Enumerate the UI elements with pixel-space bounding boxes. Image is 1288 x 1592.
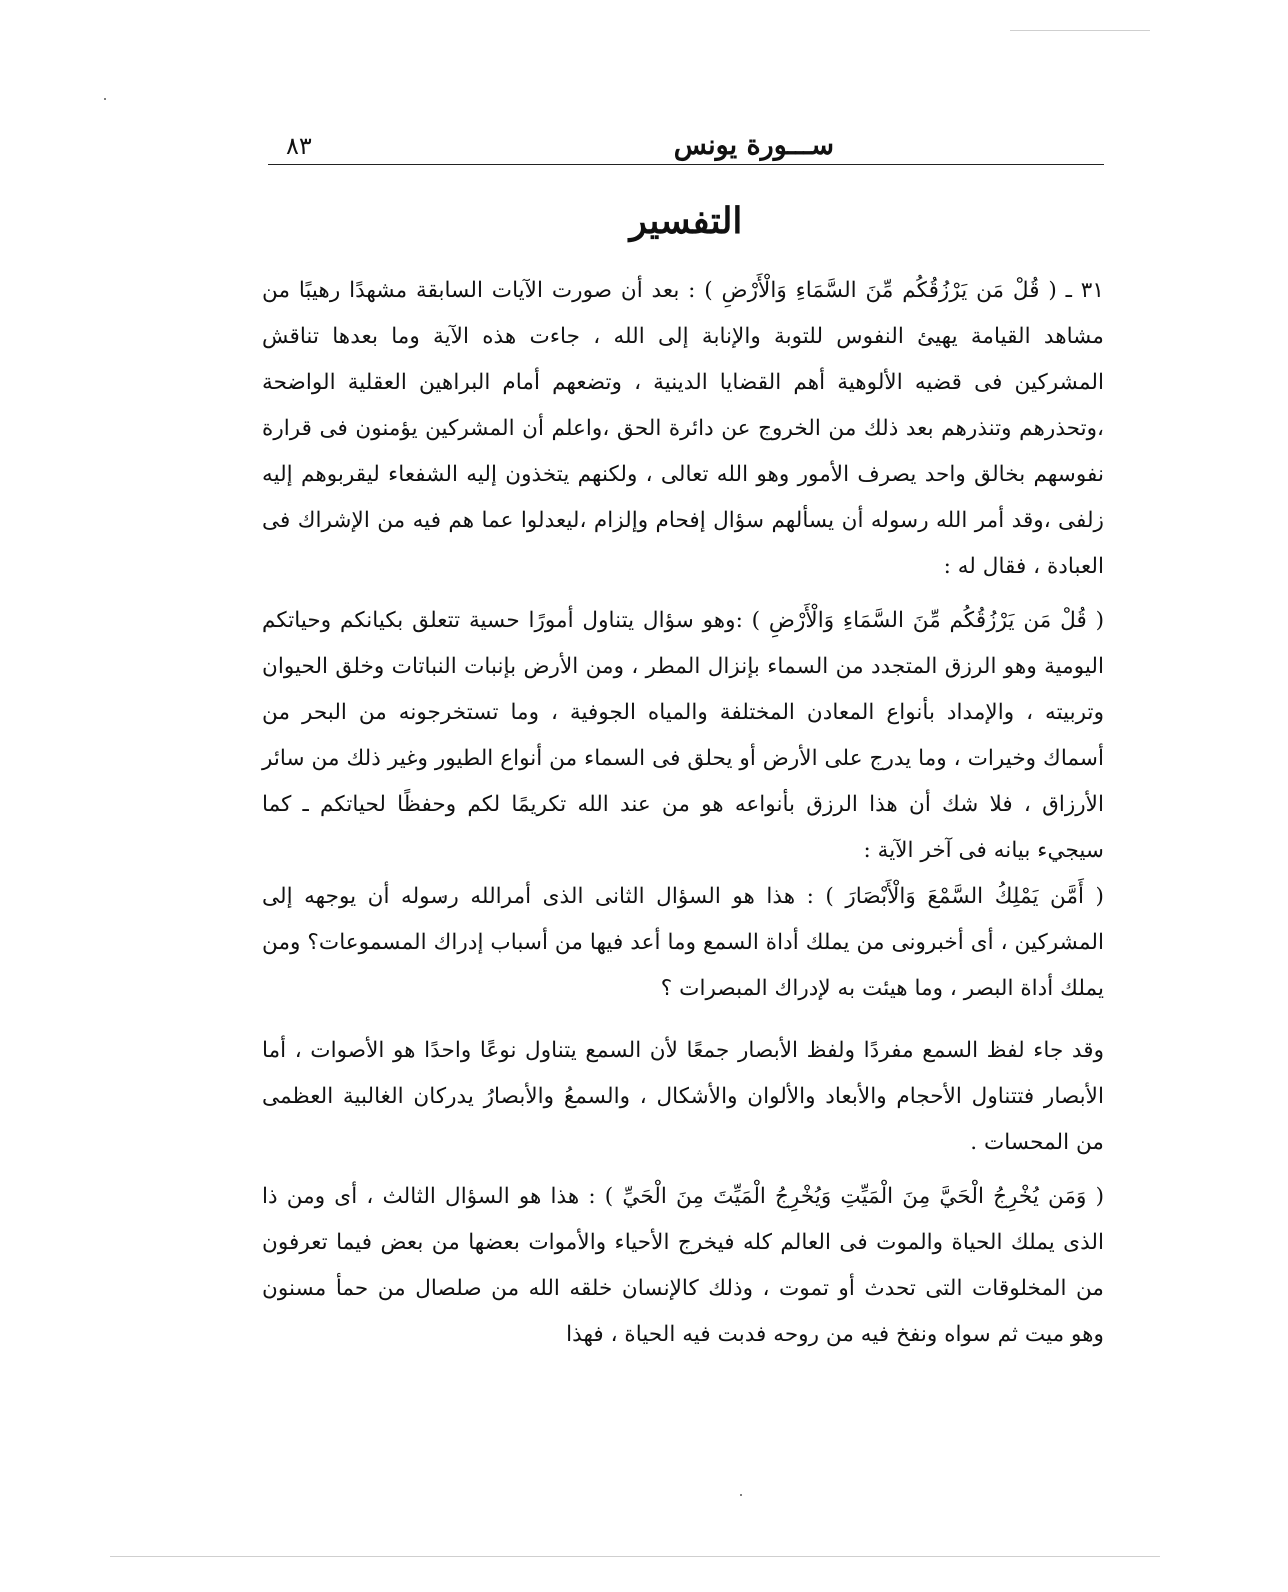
paragraph-question-provision: ( قُلْ مَن يَرْزُقُكُم مِّنَ السَّمَاءِ وَالْأَرْضِ ) :وهو سؤال يتناول أمورًا حسية تتعلق بكيانكم وحياتكم اليومية وهو الرزق المتجدد من السماء بإنزال المطر ، ومن الأرض بإنبات النباتات وخلق الحيوان وتربيته ، والإمداد بأنواع المعادن المختلفة والمياه الجوفية ، وما تستخرجونه من البحر من أسماك وخيرات ، وما يدرج على الأرض أو يحلق فى السماء من أنواع الطيور وغير ذلك من سائر الأرزاق ، فلا شك أن هذا الرزق بأنواعه هو من عند الله تكريمًا لكم وحفظًا لحياتكم ـ كما سيجيء بيانه فى آخر الآية : — [262, 608, 1104, 863]
scan-speck — [740, 1494, 742, 1496]
paragraph-question-hearing-sight: ( أَمَّن يَمْلِكُ السَّمْعَ وَالْأَبْصَارَ ) : هذا هو السؤال الثانى الذى أمرالله رسوله أن يوجهه إلى المشركين ، أى أخبرونى من يملك أداة السمع وما أعد فيها من أسباب إدراك المسموعات؟ ومن يملك أداة البصر ، وما هيئت به لإدراك المبصرات ؟ — [262, 884, 1104, 1001]
scan-artifact-bottom — [110, 1556, 1160, 1557]
header-divider — [268, 164, 1104, 165]
commentary-body — [262, 268, 1104, 1358]
surah-title: ســـورة يونس — [673, 130, 834, 161]
scan-artifact-top — [1010, 30, 1150, 31]
scan-speck — [104, 98, 106, 100]
paragraph-verse-31: ٣١ ـ ( قُلْ مَن يَرْزُقُكُم مِّنَ السَّمَاءِ وَالْأَرْضِ ) : بعد أن صورت الآيات السابقة مشهدًا رهيبًا من مشاهد القيامة يهيئ النفوس للتوبة والإنابة إلى الله ، جاءت هذه الآية وما بعدها تناقش المشركين فى قضيه الألوهية أهم القضايا الدينية ، وتضعهم أمام البراهين العقلية الواضحة ،وتحذرهم وتنذرهم بعد ذلك من الخروج عن دائرة الحق ،واعلم أن المشركين يؤمنون فى قرارة نفوسهم بخالق واحد يصرف الأمور وهو الله تعالى ، ولكنهم يتخذون إليه الشفعاء ليقربوهم إليه زلفى ،وقد أمر الله رسوله أن يسألهم سؤال إفحام وإلزام ،ليعدلوا عما هم فيه من الإشراك فى العبادة ، فقال له : — [262, 278, 1104, 579]
running-header — [268, 128, 1104, 168]
paragraph-question-life-death: ( وَمَن يُخْرِجُ الْحَيَّ مِنَ الْمَيِّتِ وَيُخْرِجُ الْمَيِّتَ مِنَ الْحَيِّ ) : هذا هو السؤال الثالث ، أى ومن ذا الذى يملك الحياة والموت فى العالم كله فيخرج الأحياء والأموات بعضها من بعض فيما تعرفون من المخلوقات التى تحدث أو تموت ، وذلك كالإنسان خلقه الله من صلصال من حمأ مسنون وهو ميت ثم سواه ونفخ فيه من روحه فدبت فيه الحياة ، فهذا — [262, 1184, 1104, 1347]
section-heading: التفسير — [629, 200, 743, 242]
page-number: ٨٣ — [286, 132, 312, 160]
paragraph-hearing-note: وقد جاء لفظ السمع مفردًا ولفظ الأبصار جمعًا لأن السمع يتناول نوعًا واحدًا هو الأصوات ، أما الأبصار فتتناول الأحجام والأبعاد والألوان والأشكال ، والسمعُ والأبصارُ يدركان الغالبية العظمى من المحسات . — [262, 1038, 1104, 1155]
